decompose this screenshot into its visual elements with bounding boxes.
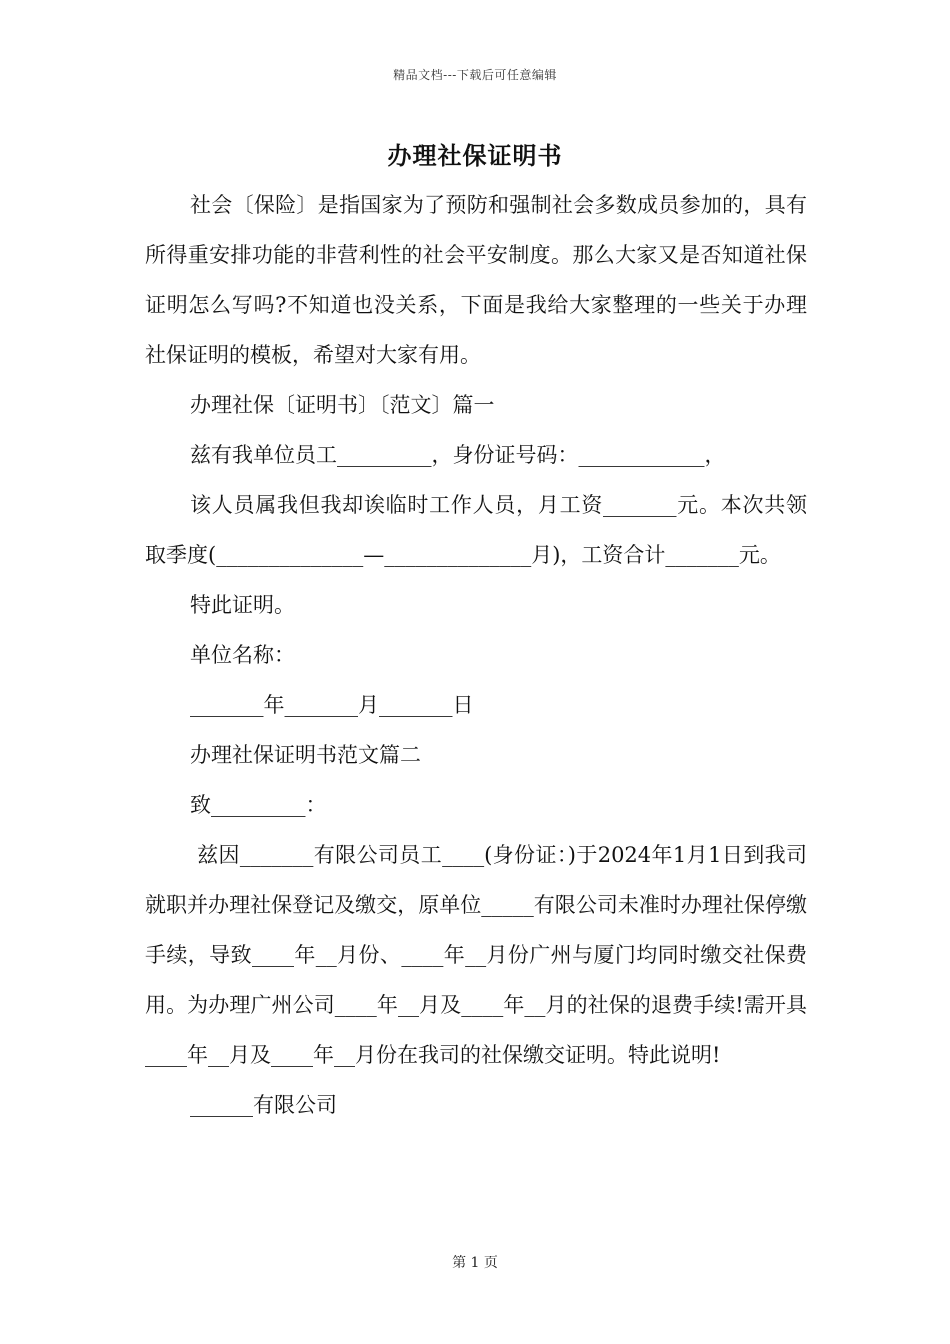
paragraph-company: ______有限公司 [190,1093,337,1117]
paragraph-salary: 该人员属我但我却诶临时工作人员，月工资_______元。本次共领取季度(______________—______________月)，工资合计_______元。 [145,493,807,567]
document-body [145,180,807,1130]
section-heading-one: 办理社保〔证明书〕〔范文〕篇一 [190,393,495,417]
paragraph-intro: 社会〔保险〕是指国家为了预防和强制社会多数成员参加的，具有所得重安排功能的非营利性的社会平安制度。那么大家又是否知道社保证明怎么写吗?不知道也没关系，下面是我给大家整理的一些关于办理社保证明的模板，希望对大家有用。 [145,193,807,367]
paragraph-explanation: 兹因_______有限公司员工____(身份证：)于2024年1月1日到我司就职并办理社保登记及缴交，原单位_____有限公司未准时办理社保停缴手续，导致____年__月份、____年__月份广州与厦门均同时缴交社保费用。为办理广州公司____年__月及____年__月的社保的退费手续!需开具____年__月及____年__月份在我司的社保缴交证明。特此说明! [145,843,807,1067]
page-header: 精品文档---下载后可任意编辑 [393,68,557,82]
document-title: 办理社保证明书 [387,141,563,170]
paragraph-to: 致_________： [190,793,327,817]
paragraph-date: _______年_______月_______日 [190,693,474,717]
section-heading-two: 办理社保证明书范文篇二 [190,743,421,767]
page-number: 第 1 页 [452,1255,498,1271]
paragraph-unit-name: 单位名称： [190,643,295,667]
paragraph-certify: 特此证明。 [190,593,295,617]
paragraph-employee: 兹有我单位员工_________，身份证号码：____________， [190,443,726,467]
